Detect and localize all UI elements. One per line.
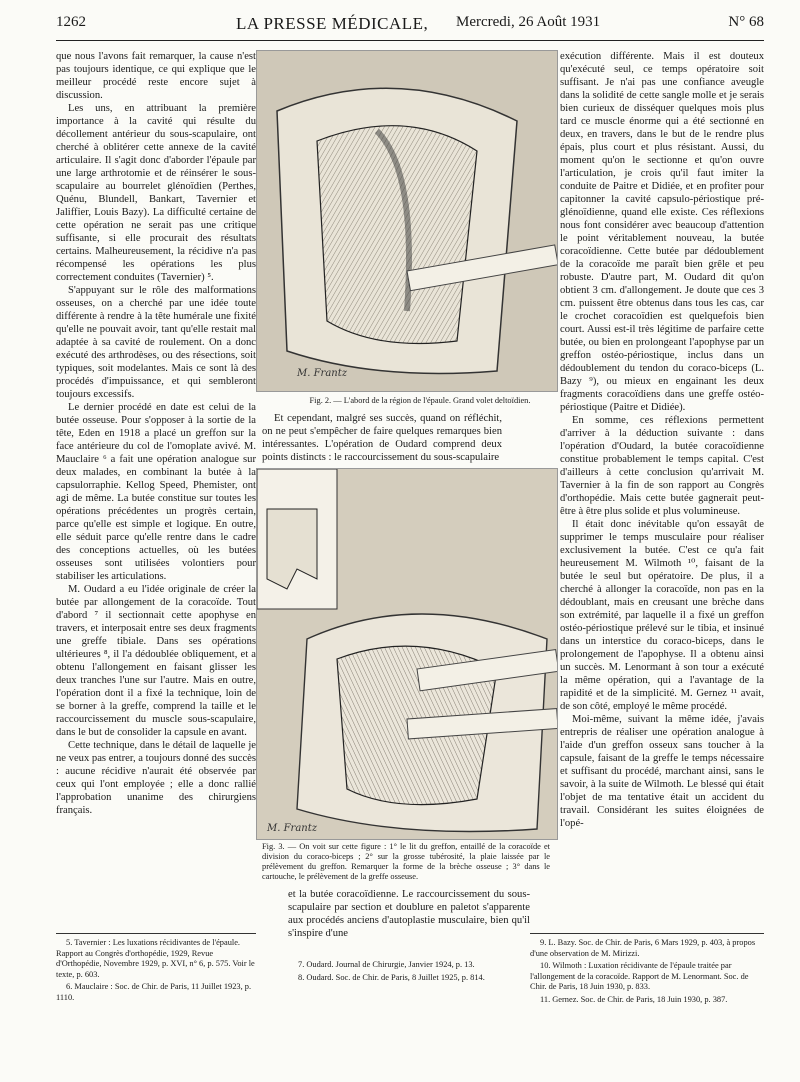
footnote-rule — [56, 933, 256, 934]
figure-3-caption: Fig. 3. — On voit sur cette figure : 1° le lit du greffon, entaillé de la coracoïde et division du coraco-biceps ; 2° sur la grosse tubérosité, la plaie laissée par le prélèvement du greffon. Remarquer la forme de la brèche osseuse ; 3° dans le cartouche, le prélèvement de la greffe osseuse. — [262, 842, 550, 881]
paragraph: Le dernier procédé en date est celui de la butée osseuse. Pour s'opposer à la sortie de la tête, Eden en 1918 a placé un greffon sur la face antérieure du col de l'omoplate avivé. M. Mauclaire ⁶ a fait une opération analogue sur deux malades, en combinant la butée à la capsulorraphie. Kellog Speed, Phemister, ont agi de même. La butée constitue sur toutes les opérations précédentes un progrès certain, parce qu'elle est simple et logique. En outre, elle séduit parce qu'elle rentre dans le cadre des conceptions actuelles, où les butées osseuses sont utilisées volontiers pour stabiliser les articulations. — [56, 402, 256, 582]
paragraph: Il était donc inévitable qu'on essayât de supprimer le temps musculaire pour réaliser exclusivement la butée. C'est ce qu'a fait heureusement M. Wilmoth ¹⁰, faisant de la butée le seul but opératoire. De plus, il a cherché à allonger la coracoïde, non pas en la dédoublant, mais en creusant une brèche dans son extrémité, par laquelle il a fixé un greffon ostéo-périostique prélevé sur le tibia, et insinué dans un interstice du coraco-biceps, dans le prolongement de l'apophyse. Il a obtenu ainsi un succès. M. Lenormant à son tour a exécuté la même opération, qui a l'avantage de la rapidité et de la simplicité. M. Gernez ¹¹ avait, de son côté, employé le même procédé. — [560, 519, 764, 712]
coracoid-graft-drawing — [257, 469, 557, 839]
issue-date: Mercredi, 26 Août 1931 — [456, 14, 601, 30]
figure-2-illustration — [256, 50, 558, 392]
paragraph: M. Oudard a eu l'idée originale de créer la butée par allongement de la coracoïde. Tout d'abord ⁷ il sectionnait cette apophyse en travers, et interposait entre ses deux fragments une greffe tibiale. Dans ses opérations ultérieures ⁸, il l'a dédoublée obliquement, et a obtenu l'allongement en faisant glisser les deux tranches l'une sur l'autre. Mais en outre, l'opération dont il a fixé la technique, loin de se borner à la greffe, comprend la taille et le raccourcissement du muscle sous-scapulaire, dans le but de consolider la capsule en avant. — [56, 584, 256, 738]
figure-3-illustration — [256, 468, 558, 840]
footnotes-left — [56, 938, 256, 1005]
paragraph: que nous l'avons fait remarquer, la cause n'est pas toujours identique, ce qui explique que le meilleur procédé reste encore sujet à discussion. — [56, 51, 256, 101]
footnotes-right — [530, 938, 764, 1007]
footnote: 5. Tavernier : Les luxations récidivantes de l'épaule. Rapport au Congrès d'orthopédie, 1929, Revue d'Orthopédie, Novembre 1929, p. XVI, n° 6, p. 575. Voir le texte, p. 603. — [56, 938, 255, 979]
page-header — [56, 14, 764, 40]
page-number: 1262 — [56, 14, 86, 30]
figure-2-caption: Fig. 2. — L'abord de la région de l'épaule. Grand volet deltoïdien. — [309, 396, 531, 405]
column-middle-lower — [288, 888, 530, 940]
column-right — [560, 50, 764, 830]
footnote: 8. Oudard. Soc. de Chir. de Paris, 8 Juillet 1925, p. 814. — [298, 972, 485, 982]
paragraph: En somme, ces réflexions permettent d'arriver à la déduction suivante : dans l'opération d'Oudard, la butée coracoïdienne constitue probablement le temps capital. C'est d'ailleurs à cette conclusion qu'arrivait M. Tavernier à la fin de son rapport au Congrès d'orthopédie. Mais cette butée gagnerait peut-être à être plus solide et plus volumineuse. — [560, 415, 764, 517]
footnote-rule — [530, 933, 764, 934]
shoulder-dissection-drawing — [257, 51, 557, 391]
paragraph: Moi-même, suivant la même idée, j'avais entrepris de réaliser une opération analogue à l'aide d'un greffon osseux sans toucher à la capsule, faisant de la greffe le temps nécessaire et suffisant du procédé, marchant ainsi, sans le savoir, à la suite de Wilmoth. Le blessé qui était l'objet de ma tentative était un accident du travail. Considérant les suites éloignées de l'opé- — [560, 714, 764, 829]
issue-number: N° 68 — [728, 14, 764, 30]
header-rule — [56, 40, 764, 41]
footnote: 11. Gernez. Soc. de Chir. de Paris, 18 Juin 1930, p. 387. — [540, 994, 728, 1004]
fig2-signature: M. Frantz — [297, 368, 348, 379]
paragraph: Cette technique, dans le détail de laquelle je ne veux pas entrer, a toujours donné des succès : aucune récidive n'aurait été observée par ceux qui l'ont employée ; elle a donc rallié l'approbation unanime des chirurgiens français. — [56, 740, 256, 816]
fig3-signature: M. Frantz — [267, 823, 318, 834]
footnote: 9. L. Bazy. Soc. de Chir. de Paris, 6 Mars 1929, p. 403, à propos d'une observation de M. Mirizzi. — [530, 938, 756, 958]
paragraph: Et cependant, malgré ses succès, quand on réfléchit, on ne peut s'empêcher de faire quelques remarques bien intéressantes. L'opération de Oudard comprend deux points distincts : le raccourcissement du sous-scapulaire — [262, 413, 502, 463]
footnote: 10. Wilmoth : Luxation récidivante de l'épaule traitée par l'allongement de la coracoïde. Rapport de M. Lenormant. Soc. de Chir. de Paris, 18 Juin 1930, p. 833. — [530, 961, 749, 991]
paragraph: Les uns, en attribuant la première importance à la cavité qui résulte du décollement antérieur du sous-scapulaire, ont cherché à oblitérer cette annexe de la cavité articulaire. Il s'agit donc d'aborder l'épaule par une large arthrotomie et de réinsérer le sous-scapulaire au bourrelet glénoïdien (Perthes, Quénu, Blundell, Bankart, Tavernier et Jaliffier, Louis Bazy). La difficulté certaine de cette opération ne serait pas une critique suffisante, si elle procurait des résultats certains. Malheureusement, la récidive n'a pas récompensé les opérations les plus correctement conduites (Tavernier) ⁵. — [56, 103, 256, 283]
paragraph: exécution différente. Mais il est douteux qu'exécuté seul, ce temps opératoire soit suffisant. Je n'ai pas une confiance aveugle dans la solidité de cette sangle molle et je serais bien curieux de disséquer quelques mois plus tard ce muscle énorme qui a été sectionné en deux, en travers, dans le but de le rendre plus épais, plus court et plus résistant. Aussi, du moment qu'on le sectionne et qu'on ouvre l'articulation, je crois qu'il faut imiter la conduite de Paitre et Didiée, et en profiter pour capitonner la cavité capsulo-périostique pré-glénoïdienne, quand elle existe. Ces réflexions nous font considérer avec beaucoup d'attention le point véritablement nouveau, la butée coracoïdienne. Cette butée par dédoublement de la coracoïde me paraît bien grêle et peu robuste. D'autre part, M. Oudard dit qu'on obtient 3 cm. d'allongement. Je doute que ces 3 cm. puissent être obtenus dans tous les cas, car le crochet coracoïdien est quelquefois bien court. Aussi est-il très légitime de parfaire cette butée, ou bien en prolongeant l'apophyse par un greffon ostéo-périostique, inclus dans un dédoublement du tendon du coraco-biceps (L. Bazy ⁹), ou mieux en engainant les deux fragments coracoïdiens dans une greffe ostéo-périostique (Paitre et Didiée). — [560, 51, 764, 413]
footnote: 6. Mauclaire : Soc. de Chir. de Paris, 11 Juillet 1923, p. 1110. — [56, 982, 252, 1002]
footnote: 7. Oudard. Journal de Chirurgie, Janvier 1924, p. 13. — [298, 960, 475, 969]
column-left — [56, 50, 256, 817]
paragraph: S'appuyant sur le rôle des malformations osseuses, on a cherché par une idée toute différente à rendre à la tête humérale une fixité qu'elle ne pouvait avoir, tant qu'elle restait mal adaptée à sa cavité de roulement. On a donc exécuté des arthrodèses, ou des résections, soit typiques, soit modelantes. Mais ce sont là des procédés d'impuissance, et qui sembleront toujours excessifs. — [56, 285, 256, 400]
paragraph: et la butée coracoïdienne. Le raccourcissement du sous-scapulaire par section et doublure en paletot s'apparente aux procédés anciens d'autoplastie musculaire, bien qu'il s'inspire d'une — [288, 889, 530, 939]
footnotes-middle — [288, 960, 528, 985]
journal-title: LA PRESSE MÉDICALE, — [236, 14, 429, 33]
column-middle-upper — [262, 412, 502, 464]
